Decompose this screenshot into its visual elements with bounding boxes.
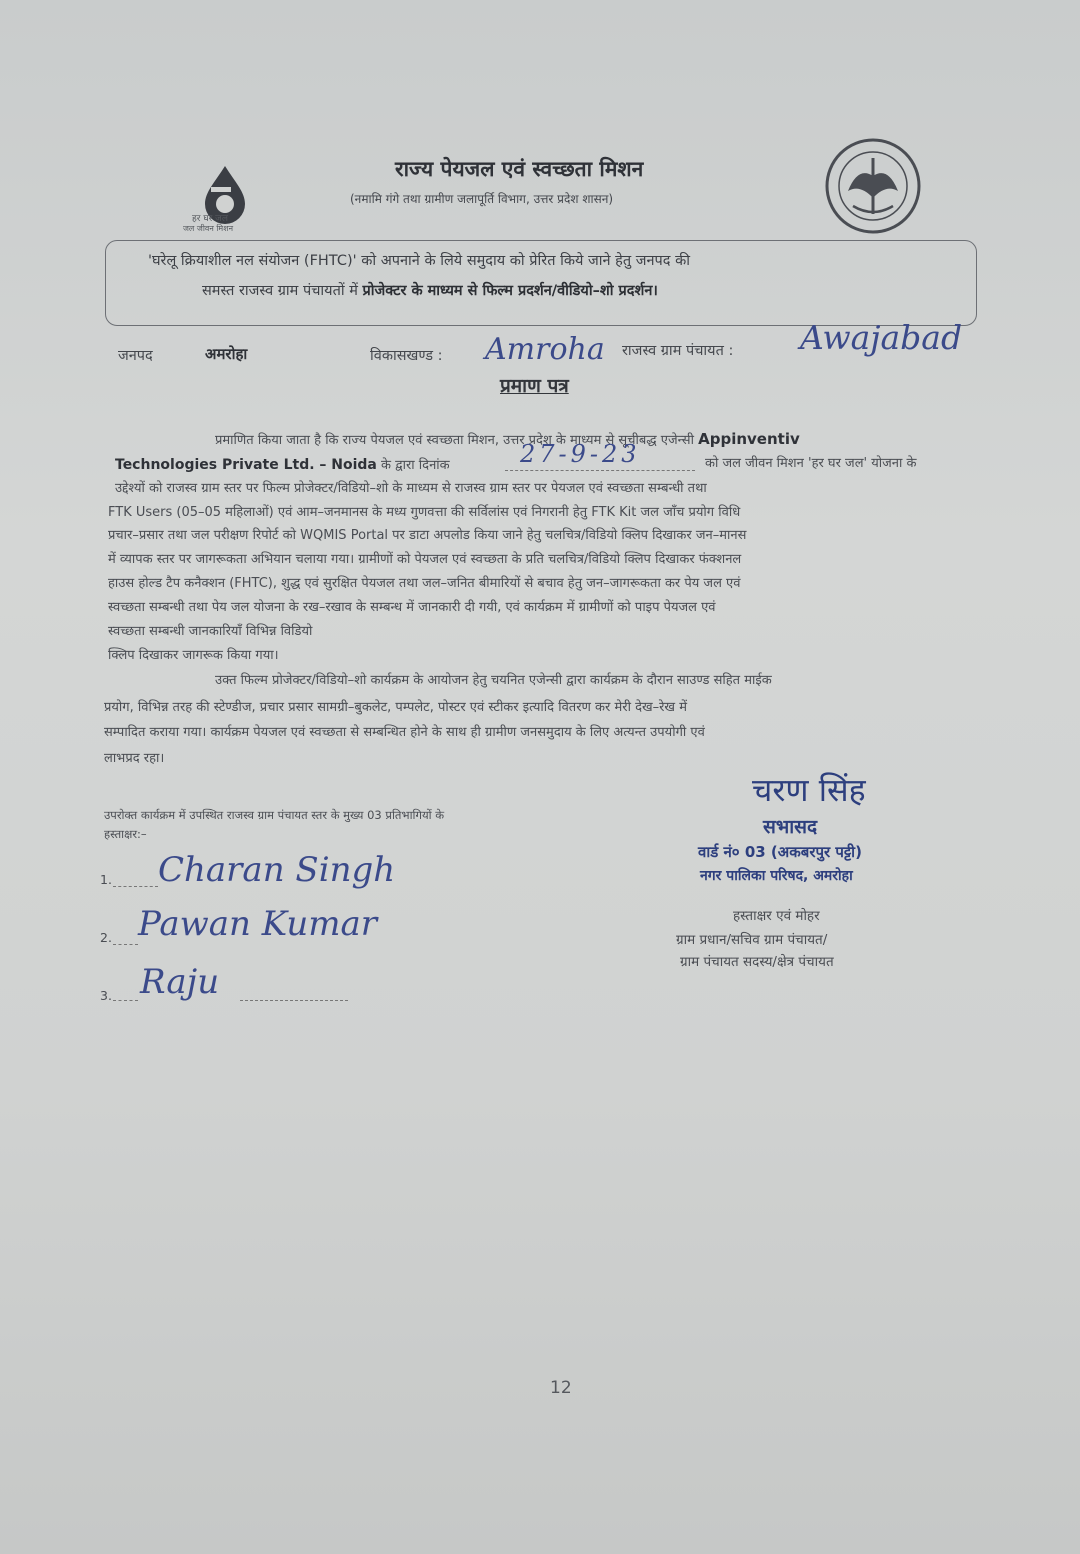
body-p2-line-3: सम्पादित कराया गया। कार्यक्रम पेयजल एवं स्वच्छता से सम्बन्धित होने के साथ ही ग्रामीण जनसमुदाय के लिए अत्यन्त उपयोगी एवं (104, 725, 705, 740)
date-line (505, 470, 695, 471)
header-title: राज्य पेयजल एवं स्वच्छता मिशन (395, 157, 644, 181)
participant-1-number: 1. (100, 872, 112, 887)
official-line-1: हस्ताक्षर एवं मोहर (733, 908, 820, 924)
block-label: विकासखण्ड : (370, 348, 443, 364)
body-p2-line-1: उक्त फिल्म प्रोजेक्टर/विडियो–शो कार्यक्रम के आयोजन हेतु चयनित एजेन्सी द्वारा कार्यक्रम के दौरान साउण्ड सहित माईक (215, 673, 772, 688)
body-line-2-end: को जल जीवन मिशन 'हर घर जल' योजना के (705, 456, 917, 471)
participant-3-signature: Raju (140, 962, 220, 1002)
statement-line-2-bold: प्रोजेक्टर के माध्यम से फिल्म प्रदर्शन/वीडियो–शो प्रदर्शन। (362, 283, 658, 299)
agency-name-part-2: Technologies Private Ltd. – Noida (115, 457, 377, 473)
official-line-2: ग्राम प्रधान/सचिव ग्राम पंचायत/ (676, 932, 828, 948)
agency-name-part-1: Appinventiv (698, 430, 800, 448)
left-logo-text: हर घर जल (192, 214, 228, 224)
participant-2-number: 2. (100, 930, 112, 945)
certificate-title: प्रमाण पत्र (500, 375, 569, 397)
district-value: अमरोहा (205, 345, 248, 363)
participant-3-number: 3. (100, 988, 112, 1003)
body-line-5: प्रचार–प्रसार तथा जल परीक्षण रिपोर्ट को WQMIS Portal पर डाटा अपलोड किया जाने हेतु चलचित्र/विडियो क्लिप दिखाकर जन–मानस (108, 528, 747, 543)
up-government-emblem-icon (818, 136, 928, 236)
participant-3-line-b (240, 1000, 348, 1001)
district-label: जनपद (118, 348, 153, 364)
body-p2-line-4: लाभप्रद रहा। (104, 751, 165, 766)
body-line-8: स्वच्छता सम्बन्धी तथा पेय जल योजना के रख–रखाव के सम्बन्ध में जानकारी दी गयी, एवं कार्यक्रम में ग्रामीणों को पाइप पेयजल एवं (108, 600, 716, 615)
panchayat-label: राजस्व ग्राम पंचायत : (622, 343, 734, 359)
page-number: 12 (550, 1378, 572, 1398)
body-line-6: में व्यापक स्तर पर जागरूकता अभियान चलाया गया। ग्रामीणों को पेयजल एवं स्वच्छता के प्रति चलचित्र/विडियो क्लिप दिखाकर फंक्शनल (108, 552, 742, 567)
body-line-10: क्लिप दिखाकर जागरूक किया गया। (108, 648, 279, 663)
participant-1-signature: Charan Singh (158, 850, 396, 890)
block-value: Amroha (485, 332, 605, 367)
official-line-3: ग्राम पंचायत सदस्य/क्षेत्र पंचायत (680, 954, 834, 970)
participant-2-signature: Pawan Kumar (138, 904, 378, 944)
left-logo-subtext: जल जीवन मिशन (183, 224, 234, 233)
participant-3-line-a (113, 1000, 138, 1001)
header-subtitle: (नमामि गंगे तथा ग्रामीण जलापूर्ति विभाग, उत्तर प्रदेश शासन) (350, 192, 614, 206)
body-line-2 (115, 455, 450, 473)
participant-2-line (113, 944, 138, 945)
member-signature: चरण सिंह (752, 771, 866, 809)
body-p2-line-2: प्रयोग, विभिन्न तरह की स्टेण्डीज, प्रचार प्रसार सामग्री–बुकलेट, पम्पलेट, पोस्टर एवं स्टीकर इत्यादि वितरण कर मेरी देख–रेख में (104, 700, 687, 715)
body-line-2-mid: के द्वारा दिनांक (376, 458, 450, 473)
body-line-4: FTK Users (05–05 महिलाओं) एवं आम–जनमानस के मध्य गुणवत्ता की सर्विलांस एवं निगरानी हेतु FTK Kit जल जाँच प्रयोग विधि (108, 505, 741, 520)
body-line-3: उद्देश्यों को राजस्व ग्राम स्तर पर फिल्म प्रोजेक्टर/विडियो–शो के माध्यम से राजस्व ग्राम स्तर पर पेयजल एवं स्वच्छता सम्बन्धी तथा (115, 481, 707, 496)
panchayat-value: Awajabad (800, 318, 963, 357)
program-date: 27-9-23 (520, 440, 641, 468)
participants-signature-label: हस्ताक्षर:– (104, 827, 147, 841)
stamp-line-3: नगर पालिका परिषद, अमरोहा (700, 868, 853, 884)
participants-intro: उपरोक्त कार्यक्रम में उपस्थित राजस्व ग्राम पंचायत स्तर के मुख्य 03 प्रतिभागियों के (104, 808, 445, 822)
statement-line-1: 'घरेलू क्रियाशील नल संयोजन (FHTC)' को अपनाने के लिये समुदाय को प्रेरित किये जाने हेतु जनपद की (148, 253, 690, 269)
statement-line-2-prefix: समस्त राजस्व ग्राम पंचायतों में (202, 283, 363, 299)
body-line-1 (215, 430, 800, 448)
participant-1-line (113, 886, 158, 887)
stamp-line-1: सभासद (763, 816, 818, 838)
stamp-line-2: वार्ड नं० 03 (अकबरपुर पट्टी) (698, 843, 862, 861)
body-line-1-text: प्रमाणित किया जाता है कि राज्य पेयजल एवं स्वच्छता मिशन, उत्तर प्रदेश के माध्यम से सूचीबद्ध एजेन्सी (215, 433, 694, 448)
body-line-9: स्वच्छता सम्बन्धी जानकारियॉं विभिन्न विडियो (108, 624, 313, 639)
body-line-7: हाउस होल्ड टैप कनैक्शन (FHTC), शुद्ध एवं सुरक्षित पेयजल तथा जल–जनित बीमारियों से बचाव हेतु जन–जागरूकता कर पेय जल एवं (108, 576, 741, 591)
statement-line-2 (202, 280, 658, 300)
